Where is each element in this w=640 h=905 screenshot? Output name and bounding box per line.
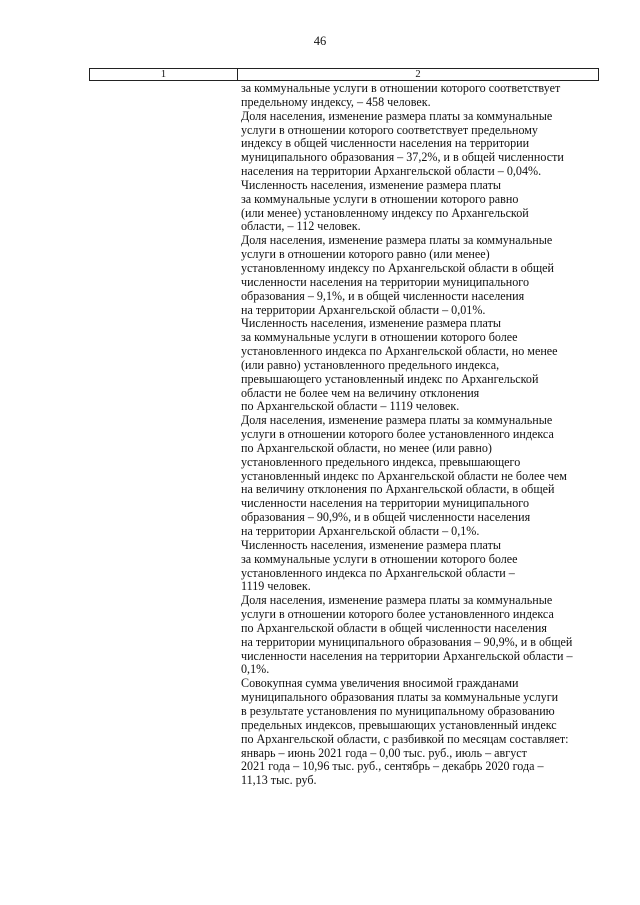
text-line: за коммунальные услуги в отношении которого более	[241, 551, 518, 566]
text-line: (или равно) установленного предельного индекса,	[241, 357, 500, 372]
text-line: услуги в отношении которого равно (или менее)	[241, 247, 490, 262]
column-header-row	[90, 69, 599, 81]
document-body-text	[241, 82, 601, 788]
text-line: Доля населения, изменение размера платы за коммунальные	[241, 413, 553, 428]
text-line: в результате установления по муниципальному образованию	[241, 703, 555, 718]
text-line: на территории муниципального образования – 90,9%, и в общей	[241, 634, 573, 649]
text-line: области, – 112 человек.	[241, 219, 361, 234]
text-line: 0,1%.	[241, 662, 270, 677]
text-line: услуги в отношении которого более установленного индекса	[241, 607, 554, 622]
text-line: образования – 90,9%, и в общей численности населения	[241, 510, 531, 525]
text-line: по Архангельской области в общей численности населения	[241, 620, 547, 635]
text-line: установленного индекса по Архангельской области –	[241, 565, 515, 580]
text-line: на территории Архангельской области – 0,1%.	[241, 524, 480, 538]
text-line: (или менее) установленному индексу по Архангельской	[241, 205, 529, 220]
text-line: 11,13 тыс. руб.	[241, 773, 317, 788]
text-line: услуги в отношении которого более установленного индекса	[241, 427, 554, 442]
text-line: численности населения на территории Архангельской области –	[241, 648, 573, 663]
text-line: муниципального образования – 37,2%, и в общей численности	[241, 150, 564, 165]
text-line: на величину отклонения по Архангельской области, в общей	[241, 482, 555, 497]
text-line: численности населения на территории муниципального	[241, 274, 530, 289]
column-2-header: 2	[238, 69, 599, 81]
text-line: численности населения на территории муниципального	[241, 496, 530, 511]
text-line: 2021 года – 10,96 тыс. руб., сентябрь – декабрь 2020 года –	[241, 759, 544, 774]
text-line: 1119 человек.	[241, 579, 311, 594]
text-line: предельных индексов, превышающих установленный индекс	[241, 717, 557, 732]
text-line: Доля населения, изменение размера платы за коммунальные	[241, 233, 553, 248]
text-line: области не более чем на величину отклонения	[241, 385, 480, 400]
text-line: за коммунальные услуги в отношении которого более	[241, 330, 518, 345]
column-1-header: 1	[90, 69, 238, 81]
text-line: предельному индексу, – 458 человек.	[241, 94, 431, 109]
text-line: установленному индексу по Архангельской области в общей	[241, 260, 554, 275]
text-line: муниципального образования платы за коммунальные услуги	[241, 690, 559, 705]
text-line: Численность населения, изменение размера платы	[241, 177, 501, 192]
text-line: за коммунальные услуги в отношении которого соответствует	[241, 81, 561, 95]
text-line: Доля населения, изменение размера платы за коммунальные	[241, 108, 553, 123]
text-line: за коммунальные услуги в отношении которого равно	[241, 191, 519, 206]
text-line: установленный индекс по Архангельской области не более чем	[241, 468, 567, 483]
text-line: образования – 9,1%, и в общей численности населения	[241, 288, 525, 303]
text-line: по Архангельской области – 1119 человек.	[241, 399, 460, 414]
text-line: по Архангельской области, но менее (или равно)	[241, 440, 492, 455]
text-line: услуги в отношении которого соответствует предельному	[241, 122, 538, 137]
text-line: населения на территории Архангельской области – 0,04%.	[241, 164, 542, 179]
text-line: по Архангельской области, с разбивкой по месяцам составляет:	[241, 731, 569, 746]
page-number: 46	[313, 34, 327, 48]
text-line: на территории Архангельской области – 0,01%.	[241, 302, 486, 317]
text-line: Совокупная сумма увеличения вносимой гражданами	[241, 676, 519, 691]
text-line: Доля населения, изменение размера платы за коммунальные	[241, 593, 553, 608]
text-line: январь – июнь 2021 года – 0,00 тыс. руб., июль – август	[241, 745, 527, 760]
text-line: Численность населения, изменение размера платы	[241, 537, 501, 552]
text-line: индексу в общей численности населения на территории	[241, 136, 530, 151]
text-line: установленного индекса по Архангельской области, но менее	[241, 344, 558, 359]
text-line: превышающего установленный индекс по Архангельской	[241, 371, 539, 386]
text-line: установленного предельного индекса, превышающего	[241, 454, 521, 469]
column-header-table	[89, 68, 599, 81]
text-line: Численность населения, изменение размера платы	[241, 316, 501, 331]
